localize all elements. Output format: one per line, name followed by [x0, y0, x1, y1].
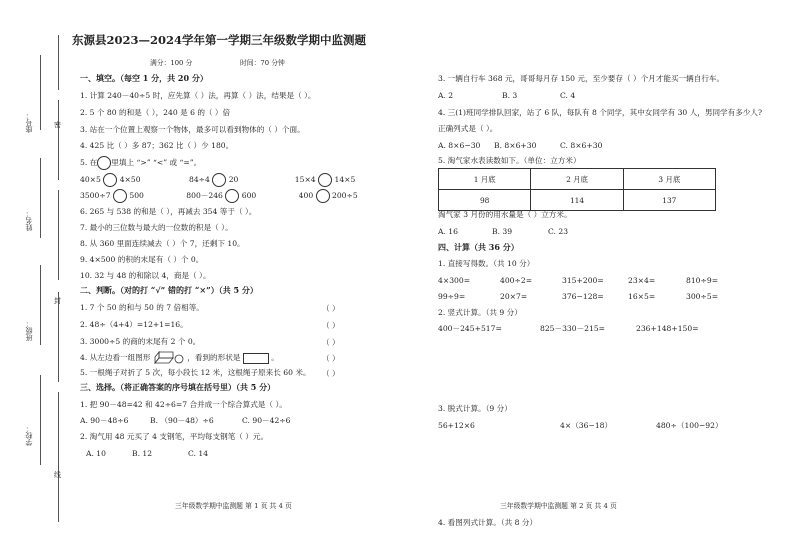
seal-char-3: 线 [54, 471, 61, 479]
calc-1-r1-1: 4×300= [438, 276, 471, 285]
s1-q6: 6. 265 与 538 的和是（ ），再减去 354 等于（ ）。 [80, 207, 257, 216]
s3-q2-opt-c: C. 14 [188, 449, 209, 458]
cmp-6-circle[interactable] [316, 189, 330, 203]
r-q4-opt-c: C. 8×6+30 [560, 141, 603, 150]
calc-1-r1-4: 23×4= [628, 276, 656, 285]
s2-item-5: 5. 一根绳子对折了 5 次，每小段长 12 米，这根绳子原来长 60 米。 [80, 368, 311, 377]
s3-q2-opt-a: A. 10 [86, 449, 106, 458]
seat-label: 座号： [25, 112, 33, 133]
s2-item-1: 1. 7 个 50 的和与 50 的 7 倍相等。 [80, 303, 204, 312]
table-head-mar: 3 月底 [623, 169, 715, 190]
s2-paren-3: （ ） [322, 338, 340, 347]
cmp-1-circle[interactable] [103, 173, 117, 187]
section-2-heading: 二、判断。（对的打 “√” 错的打 “×”）（共 5 分） [80, 285, 258, 295]
s1-q7: 7. 最小的三位数与最大的一位数的积是（ ）。 [80, 223, 233, 232]
section-4-heading: 四、计算（共 36 分） [438, 242, 519, 252]
s1-q5 [80, 156, 201, 170]
full-score: 满分：100 分 [150, 59, 193, 67]
r-q5-opt-a: A. 16 [438, 227, 458, 236]
s1-q3: 3. 站在一个位置上观察一个物体，最多可以看到物体的（ ）个面。 [80, 125, 305, 134]
s2-item-3: 3. 3000÷5 的商的末尾有 2 个 0。 [80, 337, 201, 346]
cmp-5-left: 800－246 [186, 191, 223, 200]
binding-line-top [58, 35, 59, 90]
s3-q1-opt-b: B. （90－48）÷6 [150, 416, 214, 425]
r-q4-opt-a: A. 8×6−30 [438, 141, 481, 150]
table-cell-feb: 114 [531, 190, 623, 211]
calc-2-item-3: 236+148+150= [636, 324, 699, 333]
s1-q9: 9. 4×500 的积的末尾有（ ）个 0。 [80, 255, 204, 264]
compare-circle [97, 156, 111, 170]
s1-q1: 1. 计算 240－40÷5 时，应先算（ ）法，再算（ ）法，结果是（ ）。 [80, 91, 316, 100]
page-title: 东源县2023—2024学年第一学期三年级数学期中监测题 [72, 33, 367, 47]
cmp-3-right: 14×5 [334, 175, 356, 184]
s2-paren-4: （ ） [322, 354, 340, 363]
cmp-2-left: 84÷4 [188, 175, 210, 184]
s3-q2-opt-b: B. 12 [132, 449, 153, 458]
school-label: 学校： [25, 425, 33, 446]
footer-page-1: 三年级数学期中监测题 第 1 页 共 4 页 [175, 502, 292, 510]
binding-line-3 [58, 190, 59, 280]
calc-2-item-1: 400－245+517= [438, 324, 502, 333]
calc-1-r2-4: 16×5= [628, 292, 656, 301]
section-1-heading: 一、填空。（每空 1 分，共 20 分） [80, 73, 208, 83]
s3-q1-opt-a: A. 90－48÷6 [80, 416, 129, 425]
field-line-name [40, 158, 41, 238]
table-head-feb: 2 月底 [531, 169, 623, 190]
calc-1-r2-3: 376−128= [562, 292, 604, 301]
s1-q5-suffix: 里填上 “>” “<” 或 “=”。 [111, 158, 202, 167]
footer-page-2: 三年级数学期中监测题 第 2 页 共 4 页 [500, 502, 617, 510]
calc-2-item-2: 825－330－215= [540, 324, 606, 333]
s3-q1-opt-c: C. 90－42÷6 [242, 416, 291, 425]
cmp-1-right: 4×50 [119, 175, 141, 184]
cmp-3-left: 15×4 [294, 175, 316, 184]
s2-paren-5: （ ） [322, 369, 340, 378]
r-q4-opt-b: B. 8×6+30 [494, 141, 537, 150]
cmp-6-left: 400 [298, 191, 314, 200]
calc-3-item-2: 4×（36−18） [560, 421, 613, 430]
calc-4-heading: 4. 看图列式计算。（共 8 分） [438, 518, 538, 527]
cmp-2-right: 20 [228, 175, 239, 184]
s2-item-4-text: 4. 从左边看一组图形 [80, 353, 151, 362]
calc-2-heading: 2. 竖式计算。（共 9 分） [438, 308, 522, 317]
cuboid-ball-figure-icon [153, 351, 185, 365]
cmp-3-circle[interactable] [318, 173, 332, 187]
exam-time: 时间：70 分钟 [240, 59, 285, 67]
calc-1-r1-2: 400÷2= [500, 276, 533, 285]
water-meter-table [438, 168, 716, 211]
compare-row-1 [80, 173, 355, 187]
calc-1-r1-3: 315+200= [562, 276, 604, 285]
calc-3-item-3: 480÷（100−92） [656, 421, 723, 430]
table-head-jan: 1 月底 [439, 169, 531, 190]
rectangle-shape-icon [243, 353, 269, 364]
compare-row-2 [80, 189, 358, 203]
r-q3-opt-b: B. 3 [502, 91, 518, 100]
s1-q4: 4. 425 比（ ）多 87；362 比（ ）少 180。 [80, 141, 234, 150]
cmp-4-right: 500 [129, 191, 144, 200]
r-q4-line2: 正确列式是（ ）。 [438, 124, 498, 133]
s2-paren-2: （ ） [322, 321, 340, 330]
seal-char-2: 封 [54, 297, 61, 305]
field-line-school [40, 375, 41, 465]
cmp-4-left: 3500÷7 [80, 191, 111, 200]
name-label: 姓名： [25, 210, 33, 231]
field-line-seat [40, 55, 41, 130]
cmp-4-circle[interactable] [113, 189, 127, 203]
cmp-5-right: 600 [241, 191, 257, 200]
section-3-heading: 三、选择。（将正确答案的序号填在括号里）（共 5 分） [80, 382, 276, 392]
s1-q10: 10. 32 与 48 的和除以 4，商是（ ）。 [80, 271, 211, 280]
table-cell-mar: 137 [623, 190, 715, 211]
r-q4-line1: 4. 三(1)班同学排队回家，站了 6 队，每队有 8 个同学，其中女同学有 30 人，男同学有多少人? [438, 108, 763, 117]
calc-3-heading: 3. 脱式计算。（9 分） [438, 404, 512, 413]
calc-1-r2-1: 99÷9= [438, 292, 466, 301]
r-q5-opt-c: C. 23 [548, 227, 569, 236]
calc-1-r2-5: 300÷5= [686, 292, 719, 301]
r-q5: 5. 淘气家水表读数如下。（单位：立方米） [438, 156, 581, 165]
s1-q8: 8. 从 360 里面连续减去（ ）个 7，还剩下 10。 [80, 239, 245, 248]
r-q3: 3. 一辆自行车 368 元，哥哥每月存 150 元，至少要存（ ）个月才能买一辆自行车。 [438, 74, 725, 83]
class-label: 班级： [25, 320, 33, 341]
field-line-class [40, 265, 41, 345]
cmp-2-circle[interactable] [212, 173, 226, 187]
cmp-1-left: 40×5 [80, 175, 101, 184]
s2-item-2: 2. 48÷（4+4）=12+1=16。 [80, 320, 188, 329]
s3-q2: 2. 淘气用 48 元买了 4 支钢笔，平均每支钢笔（ ）元。 [80, 432, 269, 441]
s2-item-4: 4. 从左边看一组图形 ，看到的形状是 。 [80, 351, 279, 365]
r-q3-opt-c: C. 4 [560, 91, 576, 100]
calc-3-item-1: 56+12×6 [438, 421, 475, 430]
s3-q1: 1. 把 90－48=42 和 42÷6=7 合并成一个综合算式是（ ）。 [80, 400, 287, 409]
r-q5b: 淘气家 3 月份的用水量是（ ）立方米。 [438, 210, 572, 219]
calc-1-r2-2: 20×7= [500, 292, 528, 301]
binding-line-5 [58, 392, 59, 522]
r-q5-opt-b: B. 39 [492, 227, 513, 236]
table-cell-jan: 98 [439, 190, 531, 211]
s1-q5-prefix: 5. 在 [80, 158, 98, 167]
cmp-6-right: 200÷5 [332, 191, 358, 200]
calc-1-r1-5: 810÷9= [686, 276, 719, 285]
s1-q2: 2. 5 个 80 的和是（ ），240 是 6 的（ ）倍 [80, 108, 231, 117]
s2-item-4-tail: ，看到的形状是 [187, 353, 241, 362]
s2-paren-1: （ ） [322, 304, 340, 313]
seal-char-1: 密 [54, 121, 61, 129]
cmp-5-circle[interactable] [225, 189, 239, 203]
binding-line-2 [58, 100, 59, 180]
r-q3-opt-a: A. 2 [438, 91, 454, 100]
calc-1-heading: 1. 直接写得数。（共 10 分） [438, 259, 535, 268]
